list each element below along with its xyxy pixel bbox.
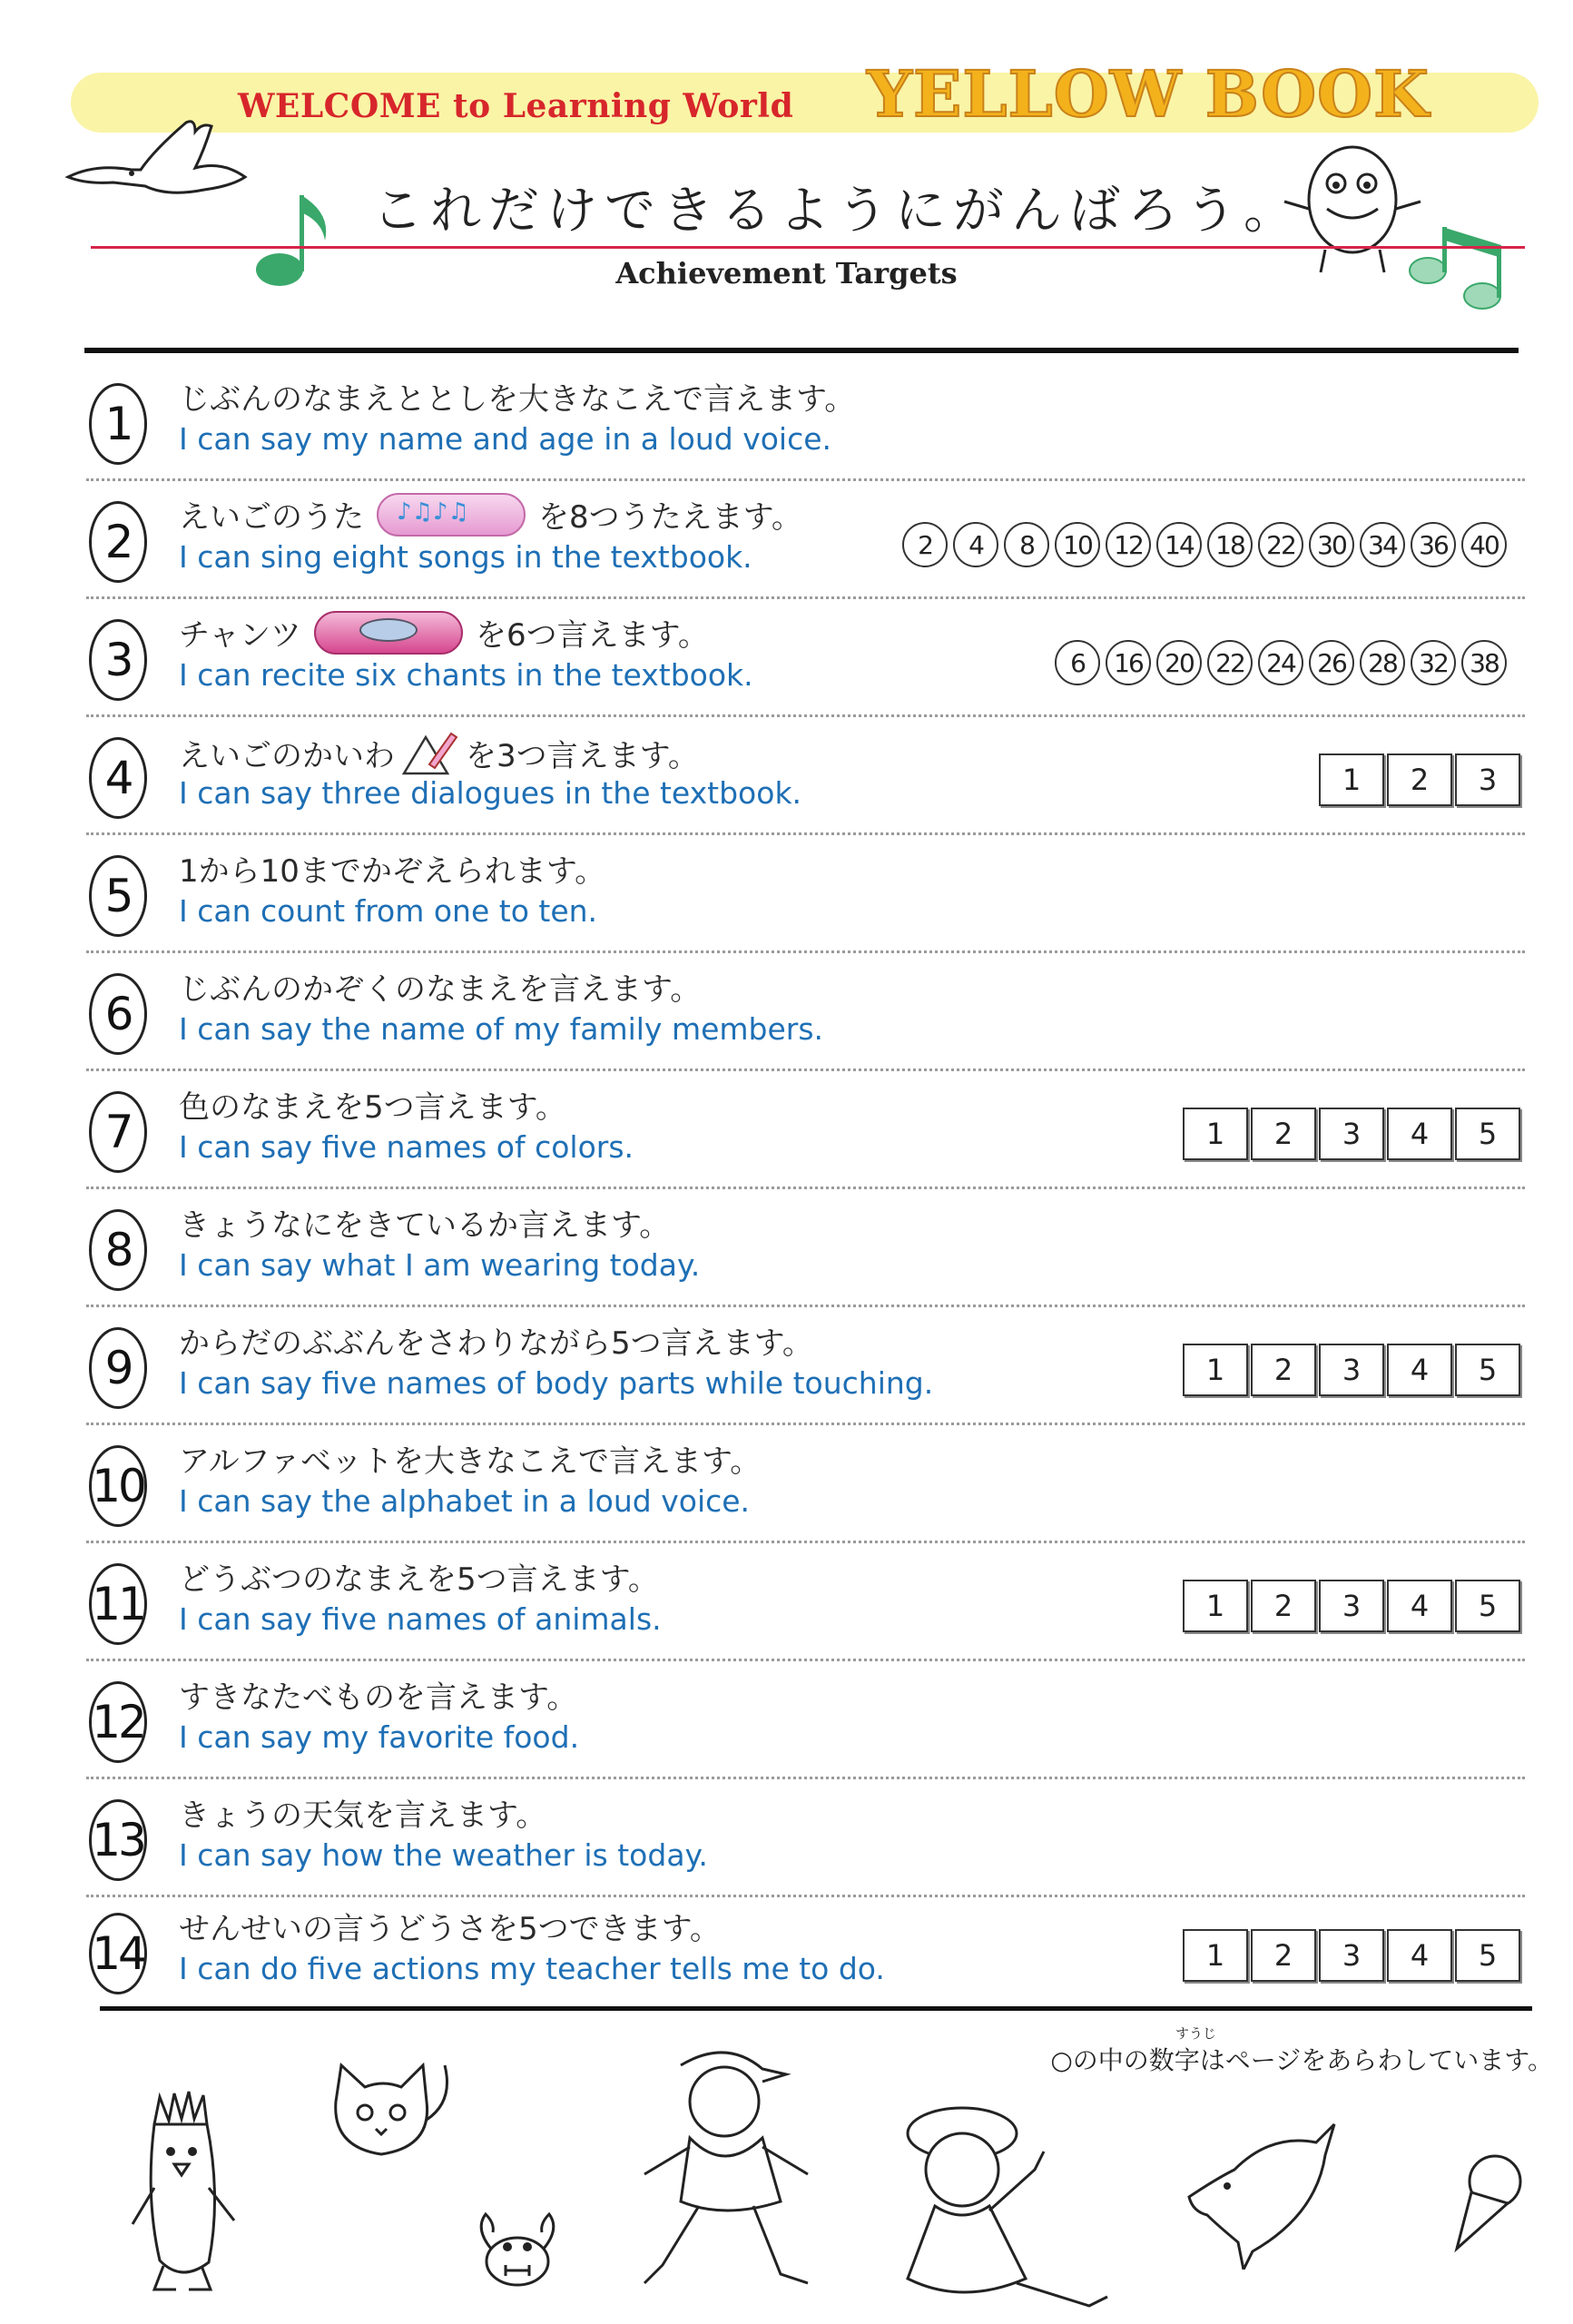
checkbox-group — [1180, 1929, 1520, 1982]
check-box[interactable]: 2 — [1251, 1108, 1316, 1160]
page-circle: 26 — [1309, 640, 1354, 685]
page-circle: 2 — [902, 522, 948, 567]
target-item-6 — [86, 953, 1525, 1071]
page-circle: 12 — [1106, 522, 1151, 567]
check-box[interactable]: 5 — [1455, 1580, 1520, 1632]
item-number: 12 — [89, 1681, 147, 1763]
item-text-en: I can say the name of my family members. — [179, 1011, 824, 1047]
item-text-jp-pre: チャンツ — [179, 617, 301, 654]
target-item-7 — [86, 1071, 1525, 1189]
item-number: 7 — [89, 1091, 147, 1173]
item-text-en: I can say what I am wearing today. — [179, 1247, 701, 1283]
item-text-jp: じぶんのかぞくのなまえを言えます。 — [179, 971, 702, 1008]
page-circle: 24 — [1258, 640, 1303, 685]
pencil-triangle-icon — [398, 728, 462, 777]
page-circle: 6 — [1055, 640, 1100, 685]
item-text-jp: せんせいの言うどうさを5つできます。 — [179, 1911, 721, 1947]
item-text-jp: どうぶつのなまえを5つ言えます。 — [179, 1561, 659, 1598]
page-circle: 38 — [1461, 640, 1507, 685]
check-box[interactable]: 2 — [1387, 753, 1452, 806]
item-text-jp-pre: えいごのかいわ — [179, 737, 395, 774]
penguin-icon — [127, 2088, 245, 2297]
item-text-jp: きょうの天気を言えます。 — [179, 1797, 547, 1834]
item-text-en: I can say three dialogues in the textbook. — [179, 775, 802, 811]
page-circle: 30 — [1309, 522, 1354, 567]
target-item-5 — [86, 835, 1525, 953]
page-circle: 22 — [1207, 640, 1253, 685]
check-box[interactable]: 4 — [1387, 1108, 1452, 1160]
furigana: すうじ — [1175, 2025, 1217, 2042]
footer-note: ○の中の数字はページをあらわしています。 — [1050, 2045, 1553, 2075]
item-text-jp — [179, 728, 699, 777]
item-text-en: I can count from one to ten. — [179, 893, 598, 929]
item-number: 6 — [89, 973, 147, 1055]
check-box[interactable]: 1 — [1183, 1344, 1248, 1396]
page-circle: 20 — [1156, 640, 1202, 685]
check-box[interactable]: 3 — [1319, 1580, 1384, 1632]
item-text-jp: きょうなにをきているか言えます。 — [179, 1207, 671, 1244]
item-text-jp — [179, 610, 709, 655]
item-text-en: I can say the alphabet in a loud voice. — [179, 1483, 751, 1519]
page-circle: 8 — [1004, 522, 1049, 567]
checkbox-group — [1180, 1344, 1520, 1396]
boy-running-icon — [626, 2038, 826, 2310]
title-divider — [91, 246, 1525, 249]
item-text-jp-post: を3つ言えます。 — [466, 737, 699, 774]
item-text-en: I can say five names of colors. — [179, 1129, 634, 1165]
check-box[interactable]: 1 — [1183, 1580, 1248, 1632]
item-text-en: I can do five actions my teacher tells me to do. — [179, 1951, 885, 1986]
item-number: 1 — [89, 383, 147, 465]
item-text-jp: すきなたべものを言えます。 — [179, 1679, 578, 1716]
item-text-en: I can recite six chants in the textbook. — [179, 657, 753, 693]
page-circle: 14 — [1156, 522, 1202, 567]
item-number: 10 — [89, 1445, 147, 1527]
check-box[interactable]: 2 — [1251, 1344, 1316, 1396]
page-circle: 16 — [1106, 640, 1151, 685]
check-box[interactable]: 5 — [1455, 1108, 1520, 1160]
item-text-jp: 色のなまえを5つ言えます。 — [179, 1089, 566, 1126]
item-number: 3 — [89, 619, 147, 701]
page-circle: 34 — [1360, 522, 1405, 567]
target-item-10 — [86, 1425, 1525, 1543]
item-text-en: I can say how the weather is today. — [179, 1837, 708, 1873]
check-box[interactable]: 3 — [1319, 1929, 1384, 1982]
item-number: 9 — [89, 1327, 147, 1409]
item-text-en: I can say five names of animals. — [179, 1601, 662, 1637]
list-bottom-rule — [100, 2006, 1532, 2011]
page-circle: 36 — [1411, 522, 1456, 567]
checkbox-group — [1180, 1580, 1520, 1632]
item-number: 11 — [89, 1563, 147, 1645]
crab-icon — [467, 2201, 567, 2301]
check-box[interactable]: 3 — [1319, 1344, 1384, 1396]
check-box[interactable]: 2 — [1251, 1929, 1316, 1982]
target-item-8 — [86, 1189, 1525, 1307]
item-number: 2 — [89, 501, 147, 583]
check-box[interactable]: 1 — [1319, 753, 1384, 806]
welcome-text: WELCOME to Learning World — [238, 87, 794, 125]
target-item-14 — [86, 1893, 1525, 2006]
item-text-jp: 1から10までかぞえられます。 — [179, 853, 606, 890]
checkbox-group — [1180, 1108, 1520, 1160]
page-circle: 40 — [1461, 522, 1507, 567]
target-item-3 — [86, 599, 1525, 717]
drum-icon — [314, 611, 463, 655]
check-box[interactable]: 1 — [1183, 1929, 1248, 1982]
page-circle: 18 — [1207, 522, 1253, 567]
item-number: 4 — [89, 737, 147, 819]
check-box[interactable]: 4 — [1387, 1929, 1452, 1982]
page-title-japanese: これだけできるようにがんばろう。 — [372, 182, 1302, 241]
target-item-9 — [86, 1307, 1525, 1425]
checkbox-group — [1316, 753, 1520, 806]
item-text-jp: からだのぶぶんをさわりながら5つ言えます。 — [179, 1325, 813, 1362]
item-text-jp — [179, 492, 802, 537]
check-box[interactable]: 3 — [1319, 1108, 1384, 1160]
target-item-13 — [86, 1779, 1525, 1897]
target-item-12 — [86, 1661, 1525, 1779]
girl-sitting-icon — [880, 2088, 1116, 2324]
target-item-11 — [86, 1543, 1525, 1661]
page-circles — [897, 522, 1507, 567]
cat-icon — [318, 2047, 454, 2183]
ice-cream-icon — [1448, 2147, 1529, 2256]
target-item-2 — [86, 481, 1525, 599]
item-text-en: I can say five names of body parts while touching. — [179, 1365, 934, 1401]
check-box[interactable]: 5 — [1455, 1929, 1520, 1982]
dolphin-icon — [1180, 2115, 1343, 2270]
item-text-jp-pre: えいごのうた — [179, 499, 364, 536]
target-item-4 — [86, 717, 1525, 835]
check-box[interactable]: 4 — [1387, 1344, 1452, 1396]
check-box[interactable]: 4 — [1387, 1580, 1452, 1632]
check-box[interactable]: 5 — [1455, 1344, 1520, 1396]
yellow-book-title: YELLOW BOOK — [867, 56, 1430, 132]
page-circle: 28 — [1360, 640, 1405, 685]
list-top-rule — [84, 348, 1519, 353]
item-text-jp: アルファベットを大きなこえで言えます。 — [179, 1443, 762, 1480]
page-circle: 22 — [1258, 522, 1303, 567]
item-text-jp-post: を6つ言えます。 — [475, 617, 709, 654]
page-title-english: Achievement Targets — [615, 256, 958, 290]
item-number: 13 — [89, 1799, 147, 1881]
item-number: 8 — [89, 1209, 147, 1291]
item-text-en: I can say my name and age in a loud voice. — [179, 421, 832, 457]
target-item-1 — [86, 363, 1525, 481]
check-box[interactable]: 3 — [1455, 753, 1520, 806]
item-text-en: I can say my favorite food. — [179, 1719, 580, 1755]
item-text-jp: じぶんのなまえととしを大きなこえで言えます。 — [179, 381, 856, 418]
music-notes-icon: ♪♫♪♫ — [377, 493, 526, 537]
page-circle: 32 — [1411, 640, 1456, 685]
item-text-en: I can sing eight songs in the textbook. — [179, 539, 752, 575]
page-circles — [1049, 640, 1507, 685]
bird-icon — [59, 113, 259, 213]
check-box[interactable]: 1 — [1183, 1108, 1248, 1160]
page-circle: 4 — [953, 522, 998, 567]
page-circle: 10 — [1055, 522, 1100, 567]
item-number: 14 — [89, 1913, 147, 1994]
item-number: 5 — [89, 855, 147, 937]
item-text-jp-post: を8つうたえます。 — [538, 499, 802, 536]
check-box[interactable]: 2 — [1251, 1580, 1316, 1632]
